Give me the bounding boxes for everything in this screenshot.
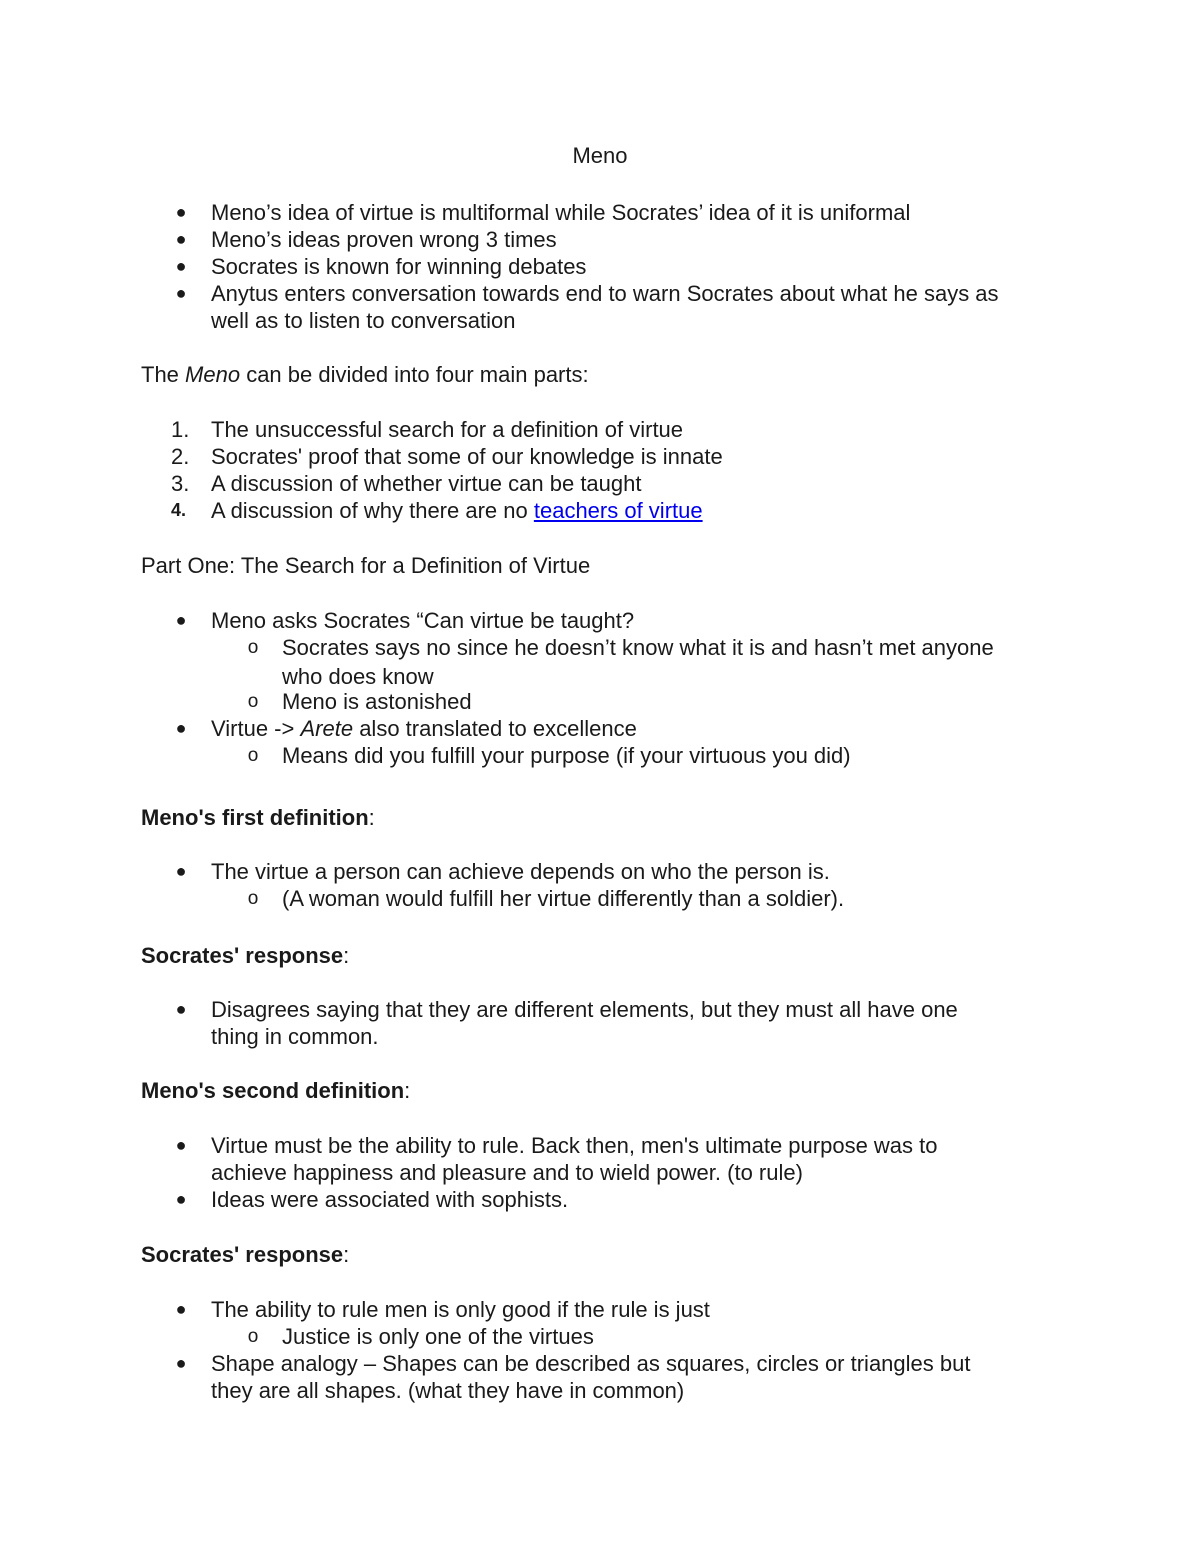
list-item: ● Shape analogy – Shapes can be described as squares, circles or triangles but: [141, 1350, 1071, 1377]
bullet-icon: ●: [175, 202, 187, 222]
section-list: [141, 858, 1071, 912]
bullet-icon: ●: [175, 861, 187, 881]
section-list: [141, 996, 1071, 1050]
section-heading: Meno's second definition:: [141, 1078, 411, 1103]
list-item: ● Meno asks Socrates “Can virtue be taught?: [141, 607, 1071, 634]
bullet-icon: ●: [175, 718, 187, 738]
section-heading: Meno's first definition:: [141, 805, 375, 830]
bullet-icon: ●: [175, 1299, 187, 1319]
list-item: ● The virtue a person can achieve depends on who the person is.: [141, 858, 1071, 885]
list-item-continuation: thing in common.: [211, 1024, 379, 1049]
section-list: [141, 1296, 1071, 1404]
sub-bullet-icon: o: [247, 691, 259, 712]
sub-list-item: o Means did you fulfill your purpose (if your virtuous you did): [141, 742, 1071, 769]
list-item: 2. Socrates' proof that some of our knowledge is innate: [171, 444, 723, 469]
list-item: ● Ideas were associated with sophists.: [141, 1186, 1071, 1213]
list-item: 3. A discussion of whether virtue can be taught: [171, 471, 642, 496]
list-item-continuation: achieve happiness and pleasure and to wield power. (to rule): [211, 1160, 803, 1185]
part-one-list: [141, 607, 1071, 769]
section-list: [141, 1132, 1071, 1213]
list-item: ● Meno’s idea of virtue is multiformal while Socrates’ idea of it is uniformal: [141, 199, 1071, 226]
bullet-icon: ●: [175, 283, 187, 303]
list-item: 1. The unsuccessful search for a definition of virtue: [171, 417, 684, 442]
bullet-icon: ●: [175, 256, 187, 276]
sub-list-item: o (A woman would fulfill her virtue differently than a soldier).: [141, 885, 1071, 912]
bullet-icon: ●: [175, 1189, 187, 1209]
sub-list-item: o Meno is astonished: [141, 688, 1071, 715]
teachers-of-virtue-link[interactable]: teachers of virtue: [533, 498, 703, 523]
list-item: ● Disagrees saying that they are different elements, but they must all have one: [141, 996, 1071, 1023]
sub-list-item-continuation: who does know: [282, 664, 434, 689]
intro-paragraph: The Meno can be divided into four main parts:: [141, 362, 589, 387]
list-item: 4. A discussion of why there are no teachers of virtue: [171, 498, 703, 523]
list-item: ● Meno’s ideas proven wrong 3 times: [141, 226, 1071, 253]
bullet-icon: ●: [175, 229, 187, 249]
sub-bullet-icon: o: [247, 1326, 259, 1347]
sub-bullet-icon: o: [247, 637, 259, 658]
list-item-continuation: they are all shapes. (what they have in common): [211, 1378, 685, 1403]
document-title: Meno: [572, 143, 628, 168]
bullet-icon: ●: [175, 1353, 187, 1373]
sub-bullet-icon: o: [247, 888, 259, 909]
list-item: ● Virtue must be the ability to rule. Back then, men's ultimate purpose was to: [141, 1132, 1071, 1159]
list-item: ● Socrates is known for winning debates: [141, 253, 1071, 280]
sub-list-item: o Socrates says no since he doesn’t know what it is and hasn’t met anyone: [141, 634, 1071, 661]
part-one-heading: Part One: The Search for a Definition of Virtue: [141, 553, 591, 578]
bullet-icon: ●: [175, 610, 187, 630]
list-item: ● The ability to rule men is only good if the rule is just: [141, 1296, 1071, 1323]
section-heading: Socrates' response:: [141, 1242, 350, 1267]
sub-bullet-icon: o: [247, 745, 259, 766]
summary-list: [141, 199, 1071, 334]
parts-list: [141, 416, 1071, 524]
section-heading: Socrates' response:: [141, 943, 350, 968]
list-item: ● Virtue -> Arete also translated to excellence: [141, 715, 1071, 742]
bullet-icon: ●: [175, 1135, 187, 1155]
sub-list-item: o Justice is only one of the virtues: [141, 1323, 1071, 1350]
list-item: ● Anytus enters conversation towards end to warn Socrates about what he says as: [141, 280, 1071, 307]
list-item-continuation: well as to listen to conversation: [211, 308, 516, 333]
bullet-icon: ●: [175, 999, 187, 1019]
